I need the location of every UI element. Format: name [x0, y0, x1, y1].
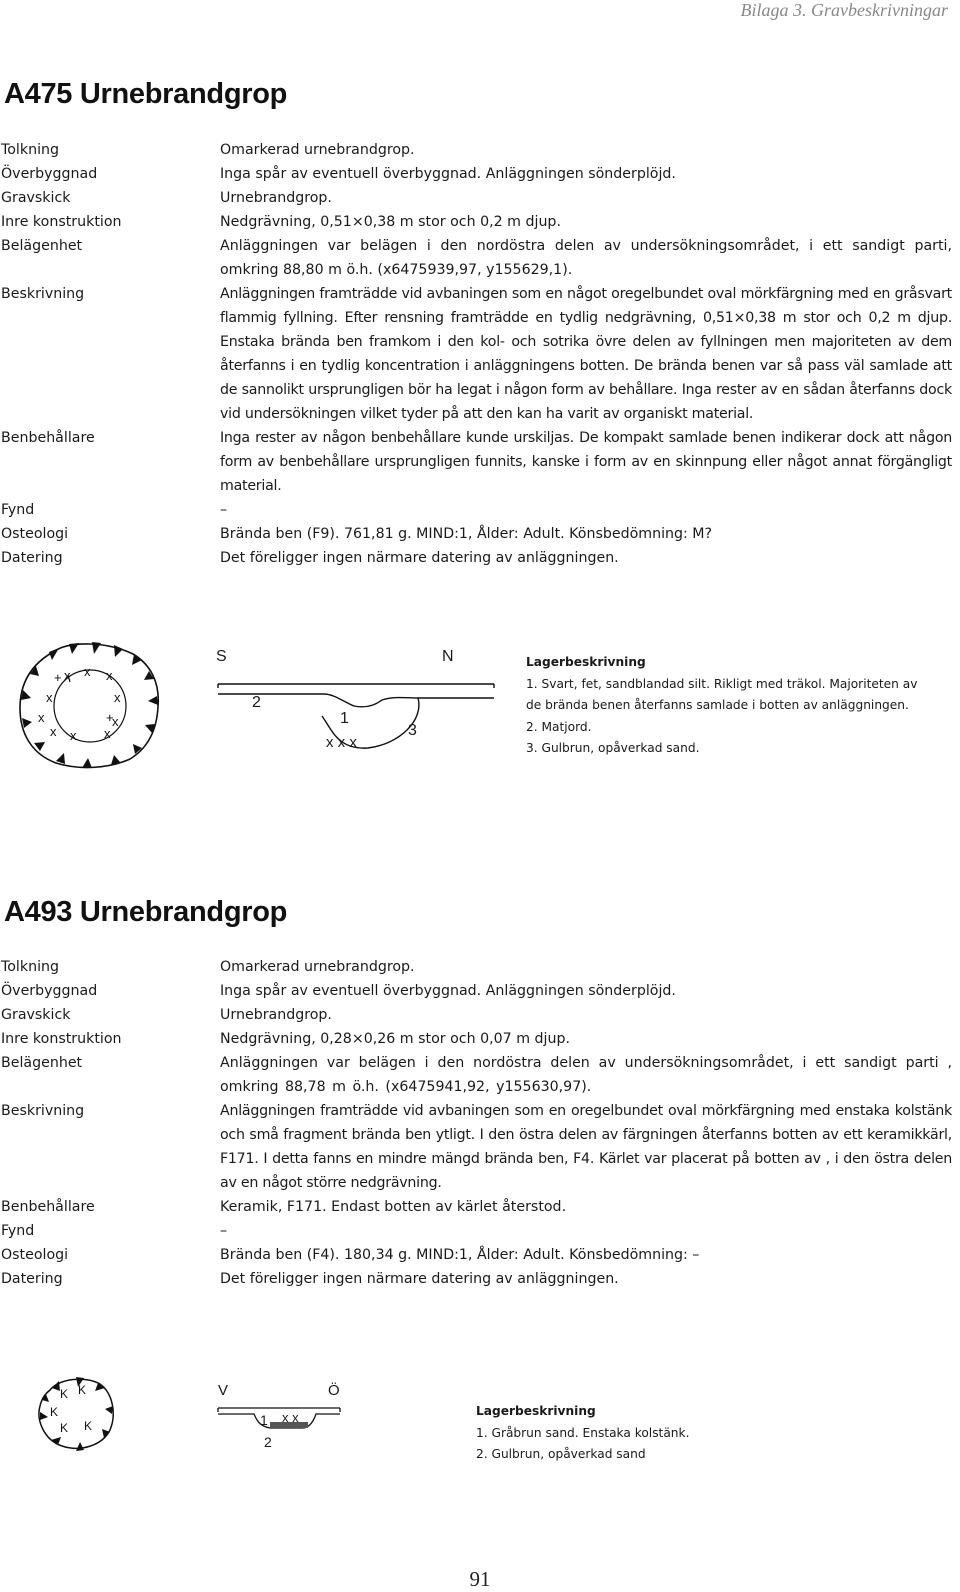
svg-text:x: x: [106, 668, 113, 683]
field-label: Benbehållare: [1, 1199, 95, 1215]
svg-text:K: K: [60, 1387, 69, 1401]
field-label: Osteologi: [1, 526, 69, 542]
field-row: [0, 186, 952, 210]
svg-text:x: x: [46, 690, 53, 705]
field-label: Tolkning: [1, 959, 60, 975]
section-right-label: Ö: [328, 1382, 340, 1399]
field-label: Inre konstruktion: [1, 214, 122, 230]
section-drawing-a493: [210, 1378, 350, 1468]
svg-text:x: x: [104, 726, 111, 741]
field-value: Inga spår av eventuell överbyggnad. Anläggningen sönderplöjd.: [220, 166, 676, 182]
field-value: Anläggningen framträdde vid avbaningen som en något oregelbundet oval mörkfärgning med en gråsvart flammig fyllning. Efter rensning framträdde en tydlig nedgrävning, 0,51×0,38 m stor och 0,2 m djup. Enstaka brända ben framkom i den kol- och sotrika övre delen av fyllningen men majoriteten av dem återfanns i en tydlig koncentration i anläggningens botten. De brända benen var så pass väl samlade att de sannolikt ursprungligen bör ha legat i någon form av behållare. Inga rester av en sådan återfanns dock vid undersökningen vilket tyder på att den kan ha varit av organiskt material.: [220, 286, 952, 422]
lager-item: 1. Svart, fet, sandblandad silt. Rikligt med träkol. Majoriteten av de brända benen återfanns samlade i botten av anläggningen.: [526, 676, 918, 712]
lager-heading: Lagerbeskrivning: [526, 655, 646, 669]
layer-label: 1: [260, 1412, 268, 1428]
field-value: Omarkerad urnebrandgrop.: [220, 142, 415, 158]
field-value: Inga rester av någon benbehållare kunde urskiljas. De kompakt samlade benen indikerar dock att någon form av benbehållare ursprungligen funnits, kanske i form av en skinnpung eller något annat förgängligt material.: [220, 430, 952, 494]
field-row: [0, 1003, 952, 1027]
field-label: Överbyggnad: [1, 983, 98, 999]
field-row: [0, 955, 952, 979]
svg-text:K: K: [50, 1405, 59, 1419]
field-value: Inga spår av eventuell överbyggnad. Anläggningen sönderplöjd.: [220, 983, 676, 999]
bone-marks: x x: [282, 1410, 299, 1425]
field-label: Fynd: [1, 1223, 35, 1239]
section-left-label: S: [216, 648, 227, 665]
lager-description-a493: [476, 1401, 876, 1466]
section-title-a493: A493 Urnebrandgrop: [4, 896, 288, 928]
field-label: Beskrivning: [1, 1103, 85, 1119]
svg-text:x: x: [50, 724, 57, 739]
bone-marks: x x x: [326, 734, 357, 751]
section-left-label: V: [218, 1382, 229, 1399]
field-row: [0, 979, 952, 1003]
field-value: Urnebrandgrop.: [220, 190, 332, 206]
field-value: Brända ben (F9). 761,81 g. MIND:1, Ålder: Adult. Könsbedömning: M?: [220, 526, 713, 542]
field-label: Belägenhet: [1, 238, 83, 254]
field-row: [0, 210, 952, 234]
field-label: Datering: [1, 1271, 63, 1287]
field-label: Beskrivning: [1, 286, 85, 302]
field-value: Keramik, F171. Endast botten av kärlet återstod.: [220, 1199, 567, 1215]
field-value: Urnebrandgrop.: [220, 1007, 332, 1023]
field-row: [0, 1243, 952, 1267]
field-label: Överbyggnad: [1, 166, 98, 182]
field-list-a475: [0, 138, 952, 570]
field-value: Brända ben (F4). 180,34 g. MIND:1, Ålder: Adult. Könsbedömning: –: [220, 1247, 700, 1263]
lager-item: 3. Gulbrun, opåverkad sand.: [526, 741, 700, 755]
field-value: Nedgrävning, 0,51×0,38 m stor och 0,2 m djup.: [220, 214, 561, 230]
field-value: –: [220, 1223, 228, 1239]
field-label: Inre konstruktion: [1, 1031, 122, 1047]
svg-text:x: x: [64, 668, 71, 683]
plan-drawing-a475: [8, 630, 168, 780]
field-label: Datering: [1, 550, 63, 566]
field-label: Gravskick: [1, 1007, 71, 1023]
field-label: Fynd: [1, 502, 35, 518]
svg-text:K: K: [78, 1383, 87, 1397]
field-row: [0, 1195, 952, 1219]
plan-drawing-a493: [32, 1368, 122, 1458]
page-number: 91: [469, 1567, 491, 1591]
svg-text:x: x: [114, 690, 121, 705]
field-value: Nedgrävning, 0,28×0,26 m stor och 0,07 m djup.: [220, 1031, 570, 1047]
field-row: [0, 1027, 952, 1051]
field-value: Anläggningen var belägen i den nordöstra delen av undersökningsområdet, i ett sandigt parti, omkring 88,80 m ö.h. (x6475939,97, y155629,1).: [220, 238, 952, 278]
field-value: Anläggningen var belägen i den nordöstra delen av undersökningsområdet, i ett sandigt parti , omkring 88,78 m ö.h. (x6475941,92, y155630,97).: [220, 1055, 952, 1095]
running-head: Bilaga 3. Gravbeskrivningar: [740, 0, 948, 20]
svg-text:x: x: [112, 714, 119, 729]
lager-item: 1. Gråbrun sand. Enstaka kolstänk.: [476, 1425, 690, 1440]
field-row: [0, 1051, 952, 1099]
field-row: [0, 498, 952, 522]
layer-label: 1: [340, 710, 349, 727]
field-value: –: [220, 502, 228, 518]
svg-text:x: x: [70, 728, 77, 743]
field-list-a493: [0, 955, 952, 1291]
svg-text:+: +: [54, 670, 62, 685]
field-row: [0, 1219, 952, 1243]
field-value: Omarkerad urnebrandgrop.: [220, 959, 415, 975]
field-label: Belägenhet: [1, 1055, 83, 1071]
svg-text:x: x: [84, 664, 91, 679]
field-label: Osteologi: [1, 1247, 69, 1263]
field-row: [0, 522, 952, 546]
field-value: Anläggningen framträdde vid avbaningen som en oregelbundet oval mörkfärgning med enstaka kolstänk och små fragment brända ben ytligt. I den östra delen av färgningen återfanns botten av ett keramikkärl, F171. I detta fanns en mindre mängd brända ben, F4. Kärlet var placerat på botten av , i den östra delen av en något större nedgrävning.: [220, 1103, 952, 1191]
svg-text:K: K: [84, 1419, 93, 1433]
field-row: [0, 138, 952, 162]
layer-label: 3: [408, 722, 417, 739]
field-label: Tolkning: [1, 142, 60, 158]
field-value: Det föreligger ingen närmare datering av anläggningen.: [220, 550, 619, 566]
field-row: [0, 162, 952, 186]
svg-text:+: +: [106, 710, 114, 725]
svg-text:K: K: [60, 1421, 69, 1435]
layer-label: 2: [264, 1434, 272, 1450]
lager-item: 2. Matjord.: [526, 719, 592, 734]
field-row: [0, 546, 952, 570]
field-row: [0, 282, 952, 426]
plan-outline-icon: [8, 630, 168, 780]
lager-heading: Lagerbeskrivning: [476, 1404, 596, 1418]
section-drawing-a475: [204, 640, 504, 770]
field-row: [0, 1267, 952, 1291]
field-label: Gravskick: [1, 190, 71, 206]
section-right-label: N: [442, 648, 454, 665]
lager-description-a475: [526, 652, 926, 760]
field-row: [0, 1099, 952, 1195]
field-label: Benbehållare: [1, 430, 95, 446]
field-row: [0, 426, 952, 498]
svg-text:x: x: [38, 710, 45, 725]
lager-item: 2. Gulbrun, opåverkad sand: [476, 1447, 646, 1461]
field-row: [0, 234, 952, 282]
field-value: Det föreligger ingen närmare datering av anläggningen.: [220, 1271, 619, 1287]
plan-outline-icon: [32, 1368, 122, 1458]
section-title-a475: A475 Urnebrandgrop: [4, 78, 288, 110]
layer-label: 2: [252, 694, 261, 711]
